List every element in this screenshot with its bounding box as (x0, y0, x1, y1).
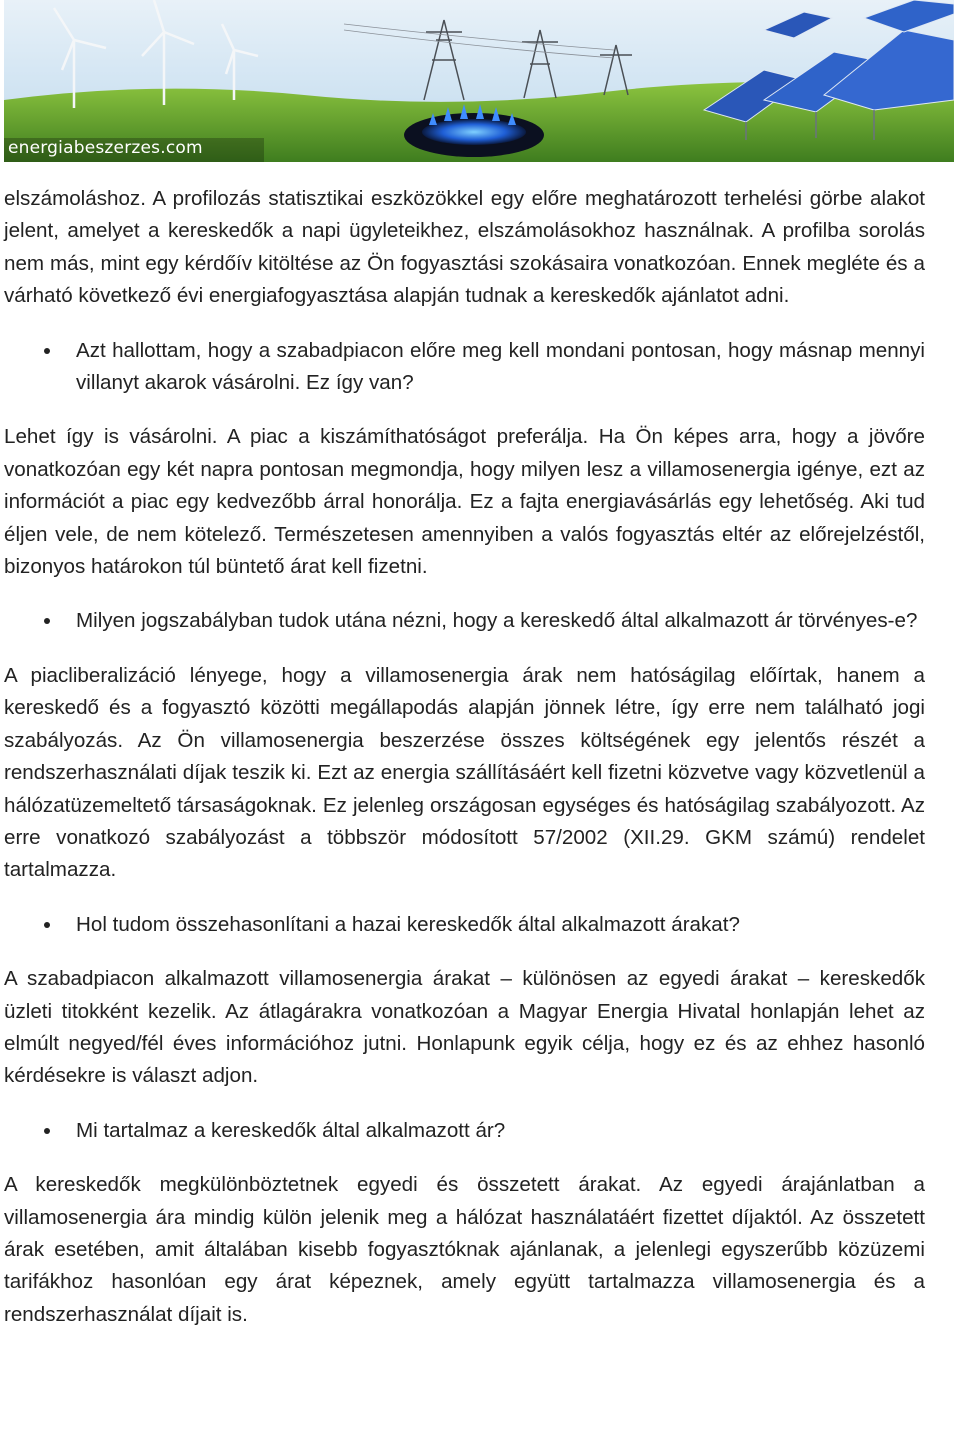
paragraph: A szabadpiacon alkalmazott villamosenergia árakat – különösen az egyedi árakat – kereskedők üzleti titokként kezelik. Az átlagárakra vonatkozóan a Magyar Energia Hivatal honlapján lehet az elmúlt negyed/fél éves információhoz jutni. Honlapunk egyik célja, hogy ez és az ehhez hasonló kérdésekre is választ adjon. (4, 967, 925, 1088)
bullet-icon (44, 348, 50, 354)
question-item (4, 1115, 925, 1147)
bullet-icon (44, 1128, 50, 1134)
question-text: Milyen jogszabályban tudok utána nézni, hogy a kereskedő által alkalmazott ár törvényes-e? (76, 609, 918, 633)
paragraph: elszámoláshoz. A profilozás statisztikai eszközökkel egy előre meghatározott terhelési görbe alakot jelent, amelyet a kereskedők a napi ügyleteikhez, elszámolásokhoz használnak. A profilba sorolás nem más, mint egy kérdőív kitöltése az Ön fogyasztási szokásaira vonatkozóan. Ennek megléte és a várható következő évi energiafogyasztása alapján tudnak a kereskedők ajánlatot adni. (4, 187, 925, 308)
article-body (4, 183, 925, 1353)
header-banner (4, 0, 954, 162)
bullet-icon (44, 922, 50, 928)
bullet-icon (44, 618, 50, 624)
question-item (4, 605, 925, 637)
question-text: Azt hallottam, hogy a szabadpiacon előre meg kell mondani pontosan, hogy másnap mennyi villanyt akarok vásárolni. Ez így van? (76, 338, 925, 395)
paragraph: A piacliberalizáció lényege, hogy a villamosenergia árak nem hatóságilag előírtak, hanem a kereskedő és a fogyasztó közötti megállapodás alapján jönnek létre, így erre nem található jogi szabályozás. Az Ön villamosenergia beszerzése összes költségének egy jelentős részét a rendszerhasználati díjak teszik ki. Ezt az energia szállításáért kell fizetni közvetve vagy közvetlenül a hálózatüzemeltető társaságoknak. Ez jelenleg országosan egységes és hatóságilag szabályozott. Az erre vonatkozó szabályozást a többször módosított 57/2002 (XII.29. GKM számú) rendelet tartalmazza. (4, 663, 925, 882)
paragraph: A kereskedők megkülönböztetnek egyedi és összetett árakat. Az egyedi árajánlatban a villamosenergia ára mindig külön jelenik meg a hálózat használatáért fizettet díjaktól. Az összetett árak esetében, amit általában kisebb fogyasztóknak ajánlanak, a jelenlegi egyszerűbb közüzemi tarifákhoz hasonlóan egy árat képeznek, amely együtt tartalmazza villamosenergia és a rendszerhasználat díjait is. (4, 1173, 925, 1326)
brand-logo-text: energiabeszerzes.com (8, 138, 203, 158)
paragraph: Lehet így is vásárolni. A piac a kiszámíthatóságot preferálja. Ha Ön képes arra, hogy a jövőre vonatkozóan egy két napra pontosan megmondja, hogy milyen lesz a villamosenergia igénye, ezt az információt a piac egy kedvezőbb árral honorálja. Ez a fajta energiavásárlás egy lehetőség. Aki tud éljen vele, de nem kötelező. Természetesen amennyiben a valós fogyasztás eltér az előrejelzéstől, bizonyos határokon túl büntető árat kell fizetni. (4, 425, 925, 579)
question-item (4, 335, 925, 400)
question-text: Hol tudom összehasonlítani a hazai kereskedők által alkalmazott árakat? (76, 912, 740, 936)
question-item (4, 909, 925, 941)
question-text: Mi tartalmaz a kereskedők által alkalmazott ár? (76, 1118, 506, 1142)
